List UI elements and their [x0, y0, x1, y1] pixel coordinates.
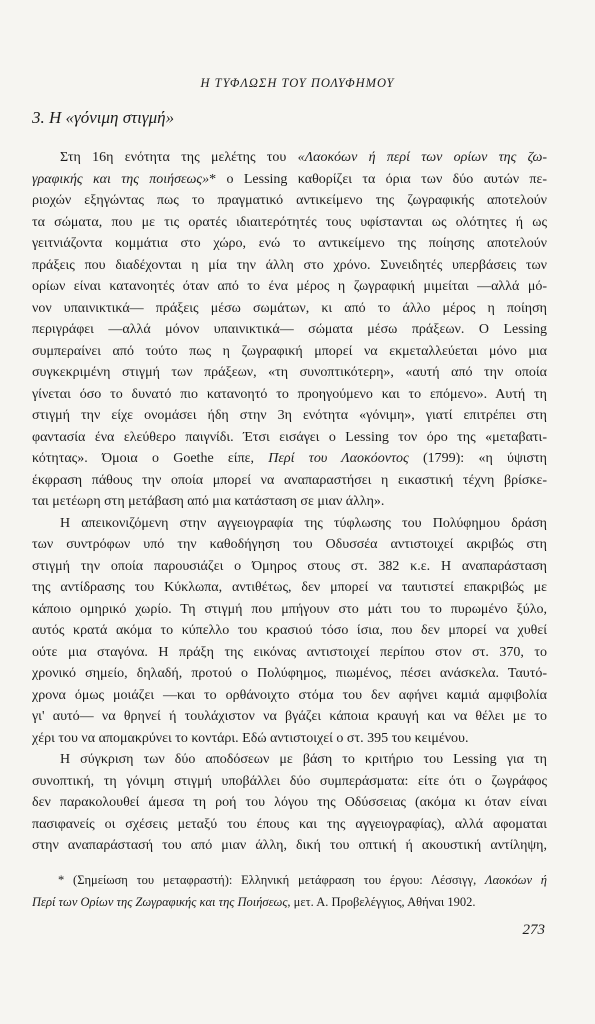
text-segment: δεν παρακολουθεί άμεσα τη ροή του λόγου της Οδύσσειας (ακόμα κι όταν είναι — [32, 795, 547, 810]
text-line — [32, 491, 547, 513]
text-segment: πράξεις που διαδέχονται η μία την άλλη στο χρόνο. Συνειδητές υπερβάσεις των — [32, 257, 547, 273]
text-segment: γίνεται όσο το δυνατό πιο κατανοητό το προηγούμενο και το επόμενο». Αυτή τη — [32, 386, 547, 402]
text-segment: κάποιο ομηρικό χωρίο. Τη στιγμή που μπήγουν στο μάτι του το πυρωμένο ξύλο, — [32, 601, 547, 617]
text-segment: ούτε μια σταγόνα. Η πράξη της εικόνας αντιστοιχεί περίπου στον στ. 370, το — [32, 644, 547, 660]
text-line — [32, 556, 547, 578]
text-segment: συνοπτική, τη γόνιμη στιγμή υποβάλλει δύο συμπεράσματα: είτε ότι ο ζωγράφος — [32, 773, 547, 789]
text-segment: Η σύγκριση των δύο αποδόσεων με βάση το κριτήριο του Lessing για τη — [60, 752, 547, 767]
section-heading: 3. Η «γόνιμη στιγμή» — [32, 108, 175, 127]
text-line — [32, 212, 547, 234]
text-segment: ται μετέωρη στη μετάβαση από μια κατάσταση σε μιαν άλλη». — [32, 494, 385, 509]
text-line — [32, 319, 547, 341]
italic-text: Περί του Λαοκόοντος — [268, 451, 409, 466]
text-line — [32, 534, 547, 556]
text-line — [32, 706, 547, 728]
italic-text: Περί των Ορίων της Ζωγραφικής και της Ποιήσεως — [32, 895, 288, 909]
text-line — [32, 835, 547, 857]
text-line — [32, 663, 547, 685]
italic-text: Λαοκόων ή — [485, 873, 547, 887]
text-line — [32, 470, 547, 492]
text-line — [32, 599, 547, 621]
text-line — [32, 771, 547, 793]
text-segment: συμπεραίνει από τούτο πως η ζωγραφική μπορεί να εκμεταλλεύεται μόνο μια — [32, 343, 547, 359]
text-line — [32, 405, 547, 427]
text-segment: * ο Lessing καθορίζει τα όρια των δύο αυτών πε- — [209, 171, 547, 187]
text-segment: (1799): «η ύψιστη — [408, 451, 547, 466]
footnote — [32, 869, 547, 913]
text-segment: έκφραση πάθους την οποία μπορεί να αναπαραστήσει η εικαστική τέχνη βρίσκε- — [32, 472, 547, 488]
text-segment: ριοχών εξηγώντας πως το πραγματικό αντικείμενο της ζωγραφικής αποτελούν — [32, 193, 547, 208]
text-line — [32, 685, 547, 707]
text-segment: στην αναπαράστασή του από μιαν άλλη, δική του οπτική ή ακουστική αντίληψη, — [32, 838, 547, 853]
page-number: 273 — [522, 922, 545, 938]
text-line — [32, 869, 547, 891]
text-segment: ορίων είναι κατανοητές όταν από το ένα μέρος η ζωγραφική μιμείται —αλλά μό- — [32, 279, 547, 294]
text-line — [32, 513, 547, 535]
text-line — [32, 792, 547, 814]
text-segment: περιγράφει —αλλά μόνον υπαινικτικά— σώματα μέσω πράξεων. Ο Lessing — [32, 322, 547, 337]
body-paragraph — [32, 749, 547, 857]
text-line — [32, 814, 547, 836]
text-segment: στιγμή την είχε ονομάσει ήδη στην 3η ενότητα «γόνιμη», γιατί επιτρέπει στη — [32, 408, 547, 423]
text-line — [32, 448, 547, 470]
text-line — [32, 233, 547, 255]
text-line — [32, 147, 547, 169]
italic-text: γραφικής και της ποιήσεως» — [32, 171, 210, 187]
text-line — [32, 298, 547, 320]
text-segment: νον υπαινικτικά— πράξεις μέσω σωμάτων, κι από το άλλο μέρος η ποίηση — [32, 300, 547, 316]
body-paragraph — [32, 147, 547, 513]
text-line — [32, 169, 547, 191]
text-line — [32, 362, 547, 384]
text-segment: , μετ. Α. Προβελέγγιος, Αθήναι 1902. — [287, 895, 476, 909]
text-line — [32, 255, 547, 277]
text-segment: συγκεκριμένη στιγμή των πράξεων, «τη συνοπτικότερη», «αυτή από την οποία — [32, 365, 547, 380]
text-line — [32, 728, 547, 750]
text-segment: Στη 16η ενότητα της μελέτης του — [60, 150, 298, 165]
text-line — [32, 427, 547, 449]
body-text — [32, 147, 547, 857]
text-segment: των συντρόφων υπό την καθοδήγηση του Οδυσσέα αντιστοιχεί ακριβώς στη — [32, 537, 547, 552]
body-paragraph — [32, 513, 547, 750]
text-segment: αυτός κρατά ακόμα το κύπελλο του κρασιού τόσο ίσια, που δεν μπορεί να χυθεί — [32, 623, 547, 638]
text-segment: χρονικό σημείο, δηλαδή, προτού ο Πολύφημος, πιωμένος, πέσει ανάσκελα. Ταυτό- — [32, 666, 547, 681]
text-line — [32, 276, 547, 298]
italic-text: «Λαοκόων ή περί των ορίων της ζω- — [297, 150, 547, 165]
text-line — [32, 642, 547, 664]
text-segment: χρονα όμως μοιάζει —και το ορθάνοιχτο στόμα του δεν αφήνει καμιά αμφιβολία — [32, 687, 547, 703]
text-line — [32, 190, 547, 212]
text-segment: πασιφανείς οι σχέσεις μεταξύ του έπους και της αγγειογραφίας), αλλά αφομαται — [32, 816, 547, 832]
text-segment: * (Σημείωση του μεταφραστή): Ελληνική μετάφραση του έργου: Λέσσιγγ, — [58, 873, 486, 887]
text-segment: τα σώματα, που με τις ορατές ιδιαιτερότητές τους υφίστανται ως ολότητες ή ως — [32, 214, 547, 230]
text-segment: Η απεικονιζόμενη στην αγγειογραφία της τύφλωσης του Πολύφημου δράση — [60, 515, 547, 531]
text-line — [32, 620, 547, 642]
text-line — [32, 577, 547, 599]
text-segment: κότητας». Όμοια ο Goethe είπε, — [32, 451, 269, 466]
text-segment: της αντίδρασης του Κύκλωπα, αντιθέτως, δεν μπορεί να ταυτιστεί επακριβώς με — [32, 580, 547, 595]
text-segment: γι' αυτό— να θρηνεί ή τουλάχιστον να βγάζει κάποια κραυγή και να θέλει με το — [32, 709, 547, 724]
text-segment: φαντασία ένα ελεύθερο παιγνίδι. Έτσι εισάγει ο Lessing τον όρο της «μεταβατι- — [32, 429, 547, 445]
text-line — [32, 749, 547, 771]
text-line — [32, 891, 547, 913]
text-segment: γειτνιάζοντα κομμάτια στο χώρο, ενώ το αντικείμενο της ποίησης αποτελούν — [32, 236, 547, 251]
running-head: Η ΤΥΦΛΩΣΗ ΤΟΥ ΠΟΛΥΦΗΜΟΥ — [200, 76, 395, 90]
text-line — [32, 384, 547, 406]
text-segment: στιγμή την οποία παρουσιάζει ο Όμηρος στους στ. 382 κ.ε. Η αναπαράσταση — [32, 558, 547, 574]
text-line — [32, 341, 547, 363]
text-segment: χέρι του να απομακρύνει το κοντάρι. Εδώ αντιστοιχεί ο στ. 395 του κειμένου. — [32, 730, 469, 746]
